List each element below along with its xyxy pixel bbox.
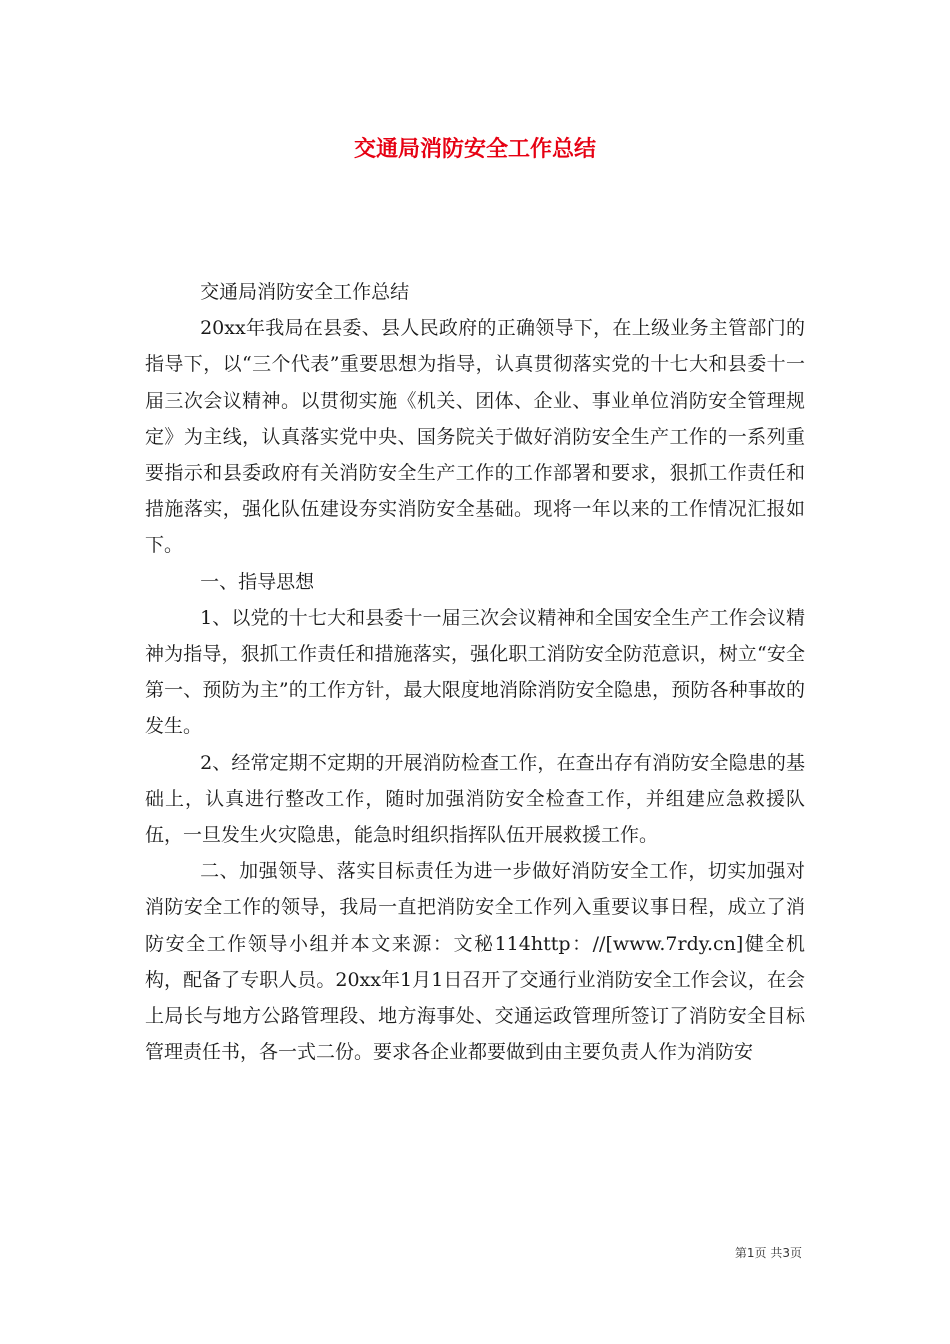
paragraph-intro: 20xx年我局在县委、县人民政府的正确领导下，在上级业务主管部门的指导下，以“三个代表”重要思想为指导，认真贯彻落实党的十七大和县委十一届三次会议精神。以贯彻实施《机关、团体、企业、事业单位消防安全管理规定》为主线，认真落实党中央、国务院关于做好消防安全生产工作的一系列重要指示和县委政府有关消防安全生产工作的工作部署和要求，狠抓工作责任和措施落实，强化队伍建设夯实消防安全基础。现将一年以来的工作情况汇报如下。 — [145, 317, 805, 557]
document-title: 交通局消防安全工作总结 — [353, 137, 596, 162]
paragraph-heading-guiding-ideology: 一、指导思想 — [200, 570, 315, 593]
page-number: 第1页 共3页 — [734, 1246, 802, 1260]
paragraph-item-1: 1、以党的十七大和县委十一届三次会议精神和全国安全生产工作会议精神为指导，狠抓工作责任和措施落实，强化职工消防安全防范意识，树立“安全第一、预防为主”的工作方针，最大限度地消除消防安全隐患，预防各种事故的发生。 — [145, 606, 805, 738]
paragraph-section-2: 二、加强领导、落实目标责任为进一步做好消防安全工作，切实加强对消防安全工作的领导，我局一直把消防安全工作列入重要议事日程，成立了消防安全工作领导小组并本文来源：文秘114http：//[www.7rdy.cn]健全机构，配备了专职人员。20xx年1月1日召开了交通行业消防安全工作会议，在会上局长与地方公路管理段、地方海事处、交通运政管理所签订了消防安全目标管理责任书，各一式二份。要求各企业都要做到由主要负责人作为消防安 — [145, 860, 805, 1064]
paragraph-subtitle: 交通局消防安全工作总结 — [200, 281, 410, 303]
paragraph-item-2: 2、经常定期不定期的开展消防检查工作，在查出存有消防安全隐患的基础上，认真进行整改工作，随时加强消防安全检查工作，并组建应急救援队伍，一旦发生火灾隐患，能急时组织指挥队伍开展救援工作。 — [145, 751, 805, 847]
document-body — [145, 274, 805, 1070]
